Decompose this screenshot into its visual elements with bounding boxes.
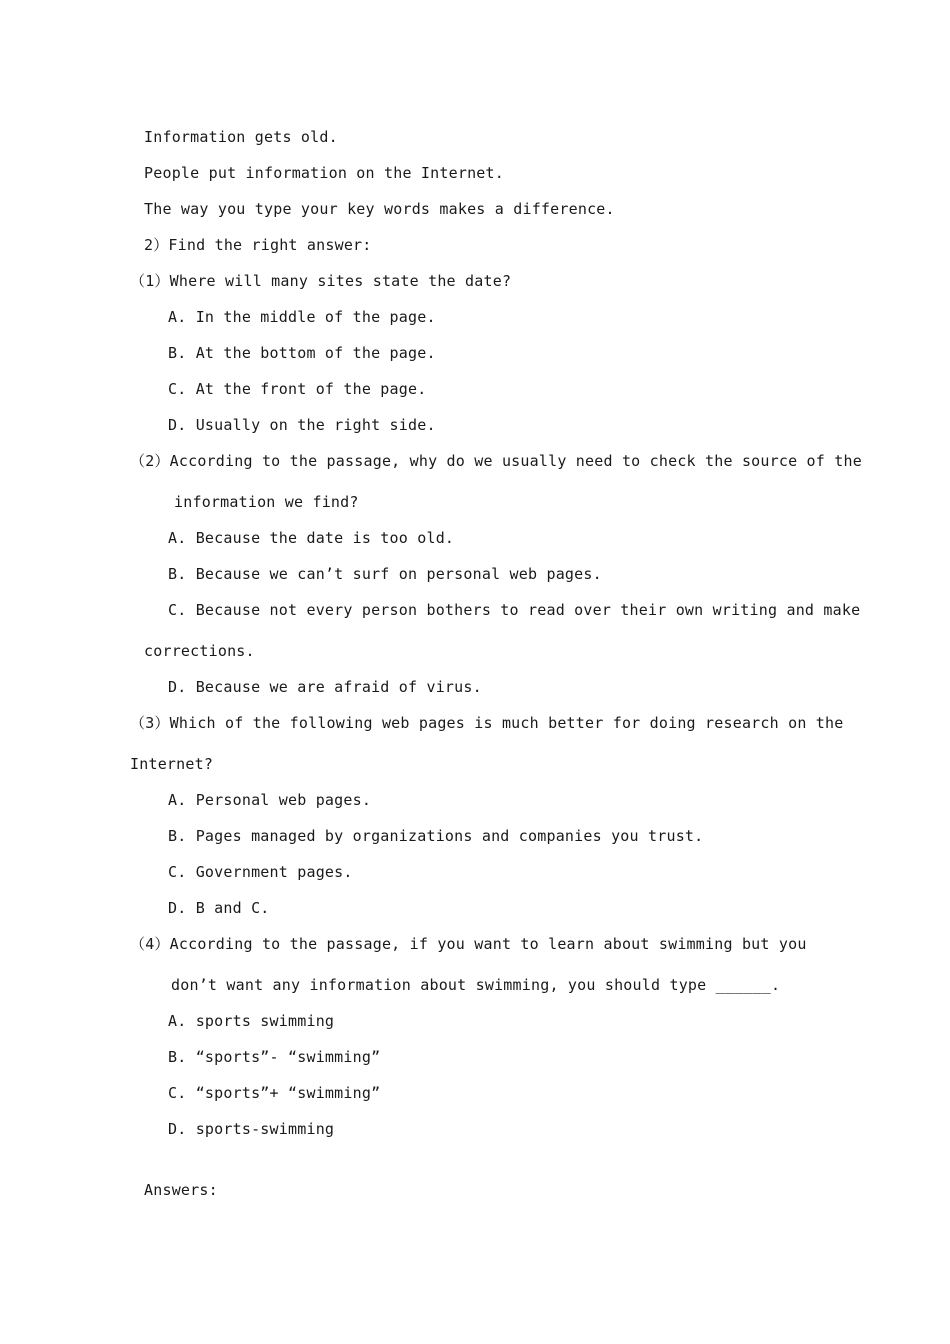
question-4-option-a: A. sports swimming	[168, 1012, 335, 1030]
question-1-option-c: C. At the front of the page.	[168, 380, 427, 398]
answers-label: Answers:	[144, 1181, 218, 1199]
question-4-option-b: B. “sports”- “swimming”	[168, 1048, 381, 1066]
question-3-option-a: A. Personal web pages.	[168, 791, 372, 809]
section-heading: 2）Find the right answer:	[144, 236, 372, 254]
question-3-option-d: D. B and C.	[168, 899, 270, 917]
question-2-option-a: A. Because the date is too old.	[168, 529, 455, 547]
question-2-option-c-continuation: corrections.	[144, 642, 255, 660]
question-3-option-c: C. Government pages.	[168, 863, 353, 881]
question-4-option-c: C. “sports”+ “swimming”	[168, 1084, 381, 1102]
question-4-stem-line-1: （4）According to the passage, if you want to learn about swimming but you	[130, 935, 807, 953]
question-1-option-b: B. At the bottom of the page.	[168, 344, 436, 362]
question-4-stem-line-2: don’t want any information about swimming, you should type ______.	[171, 976, 781, 994]
question-2-stem-line-2: information we find?	[174, 493, 359, 511]
question-3-option-b: B. Pages managed by organizations and companies you trust.	[168, 827, 704, 845]
question-2-stem-line-1: （2）According to the passage, why do we usually need to check the source of the	[130, 452, 862, 470]
question-1-option-a: A. In the middle of the page.	[168, 308, 436, 326]
question-3-stem-line-2: Internet?	[130, 755, 214, 773]
question-2-option-d: D. Because we are afraid of virus.	[168, 678, 482, 696]
intro-line-2: People put information on the Internet.	[144, 164, 504, 182]
question-1-option-d: D. Usually on the right side.	[168, 416, 436, 434]
question-2-option-b: B. Because we can’t surf on personal web pages.	[168, 565, 602, 583]
question-3-stem-line-1: （3）Which of the following web pages is much better for doing research on the	[130, 714, 844, 732]
question-4-option-d: D. sports-swimming	[168, 1120, 335, 1138]
question-1-stem: （1）Where will many sites state the date?	[130, 272, 512, 290]
intro-line-1: Information gets old.	[144, 128, 338, 146]
intro-line-3: The way you type your key words makes a difference.	[144, 200, 615, 218]
question-2-option-c: C. Because not every person bothers to read over their own writing and make	[168, 601, 861, 619]
